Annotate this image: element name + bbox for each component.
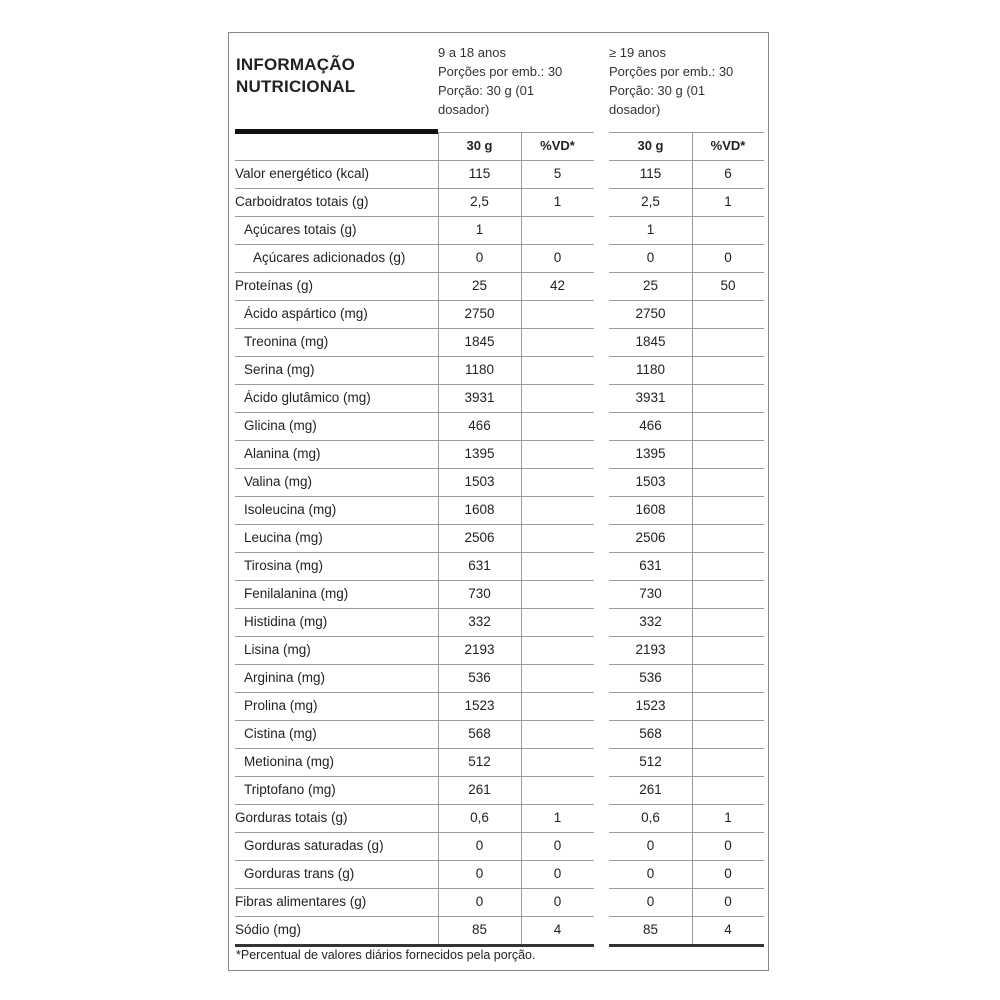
nutrient-label: Açúcares adicionados (g) (253, 250, 406, 265)
vd-cell-2 (692, 664, 764, 692)
nutrient-label: Gorduras saturadas (g) (244, 838, 384, 853)
vd-cell-1 (521, 720, 594, 748)
row-divider (609, 776, 764, 777)
amount-cell-2: 25 (642, 278, 659, 293)
amount-cell-2: 568 (639, 726, 662, 741)
table-row (229, 300, 770, 328)
label-title (236, 54, 355, 98)
row-divider (235, 524, 594, 525)
nutrient-label: Ácido glutâmico (mg) (244, 390, 371, 405)
vd-cell-2 (692, 216, 764, 244)
row-divider (609, 524, 764, 525)
vd-cell-1 (521, 636, 594, 664)
amount-cell-1: 1845 (464, 334, 495, 349)
amount-cell-1: 25 (471, 278, 488, 293)
amount-cell-1: 512 (468, 754, 491, 769)
amount-cell-1: 115 (468, 166, 491, 181)
row-divider (235, 608, 594, 609)
column-divider (521, 132, 522, 944)
vd-cell-1: 1 (553, 194, 562, 209)
vd-cell-2 (692, 468, 764, 496)
vd-cell-1: 0 (553, 894, 562, 909)
vd-cell-2: 1 (724, 194, 732, 209)
amount-cell-2: 536 (639, 670, 662, 685)
nutrient-label: Tirosina (mg) (244, 558, 324, 573)
vd-cell-1 (521, 524, 594, 552)
vd-cell-2 (692, 692, 764, 720)
row-divider (235, 356, 594, 357)
amount-cell-2: 2750 (635, 306, 666, 321)
vd-cell-2 (692, 636, 764, 664)
row-divider (609, 832, 764, 833)
row-divider (235, 160, 594, 161)
vd-cell-2 (692, 440, 764, 468)
group-portion: Porção: 30 g (01 (609, 83, 706, 98)
amount-cell-2: 466 (639, 418, 662, 433)
row-divider (235, 300, 594, 301)
group-age: ≥ 19 anos (609, 45, 667, 60)
table-row (229, 748, 770, 776)
nutrient-label: Valina (mg) (244, 474, 313, 489)
row-divider (235, 552, 594, 553)
row-divider (609, 916, 764, 917)
group-portion: Porção: 30 g (01 (438, 83, 535, 98)
row-divider (235, 860, 594, 861)
amount-cell-2: 1503 (635, 474, 666, 489)
amount-cell-2: 0 (646, 250, 655, 265)
amount-cell-1: 1180 (464, 362, 495, 377)
row-divider (235, 692, 594, 693)
group-header-19-plus (609, 43, 733, 119)
vd-cell-1: 0 (553, 838, 562, 853)
amount-cell-1: 1395 (464, 446, 495, 461)
amount-cell-1: 0,6 (470, 810, 489, 825)
table-bottom-rule (609, 944, 764, 947)
row-divider (235, 384, 594, 385)
amount-cell-1: 2,5 (470, 194, 489, 209)
vd-cell-2 (692, 328, 764, 356)
amount-cell-1: 2506 (464, 530, 495, 545)
nutrient-label: Alanina (mg) (244, 446, 321, 461)
row-divider (235, 804, 594, 805)
vd-cell-2: 0 (724, 894, 732, 909)
table-row (229, 468, 770, 496)
vd-cell-2 (692, 552, 764, 580)
row-divider (235, 412, 594, 413)
table-bottom-rule (235, 944, 594, 947)
amount-cell-2: 631 (639, 558, 662, 573)
row-divider (235, 832, 594, 833)
amount-cell-2: 1 (646, 222, 655, 237)
amount-cell-2: 1608 (635, 502, 666, 517)
footnote: *Percentual de valores diários fornecidos pela porção. (236, 948, 536, 962)
vd-cell-1 (521, 776, 594, 804)
group-portion-cont: dosador) (609, 102, 661, 117)
table-row (229, 160, 770, 188)
vd-cell-2 (692, 608, 764, 636)
vd-cell-2: 0 (724, 866, 732, 881)
table-row (229, 860, 770, 888)
amount-cell-1: 2193 (464, 642, 495, 657)
row-divider (609, 300, 764, 301)
row-divider (235, 272, 594, 273)
vd-cell-1 (521, 552, 594, 580)
row-divider (235, 720, 594, 721)
row-divider (609, 496, 764, 497)
row-divider (609, 412, 764, 413)
row-divider (235, 440, 594, 441)
amount-cell-2: 2,5 (641, 194, 660, 209)
amount-cell-1: 0 (475, 838, 484, 853)
amount-cell-2: 0 (646, 866, 655, 881)
nutrient-label: Fibras alimentares (g) (235, 894, 367, 909)
row-divider (609, 216, 764, 217)
row-divider (235, 496, 594, 497)
nutrient-label: Carboidratos totais (g) (235, 194, 369, 209)
group-servings: Porções por emb.: 30 (438, 64, 563, 79)
table-row (229, 916, 770, 944)
row-divider (609, 888, 764, 889)
title-line-2: NUTRICIONAL (236, 77, 356, 96)
group-portion-cont: dosador) (438, 102, 490, 117)
vd-cell-1 (521, 440, 594, 468)
amount-cell-2: 261 (639, 782, 662, 797)
amount-cell-1: 536 (468, 670, 491, 685)
amount-cell-1: 631 (468, 558, 491, 573)
row-divider (609, 636, 764, 637)
nutrient-label: Prolina (mg) (244, 698, 318, 713)
row-divider (235, 916, 594, 917)
nutrient-label: Ácido aspártico (mg) (244, 306, 368, 321)
vd-cell-2 (692, 580, 764, 608)
row-divider (235, 216, 594, 217)
col-header-vd-1: %VD* (540, 138, 575, 153)
amount-cell-2: 1523 (635, 698, 666, 713)
amount-cell-2: 0 (646, 838, 655, 853)
nutrient-label: Lisina (mg) (244, 642, 311, 657)
row-divider (609, 720, 764, 721)
amount-cell-1: 3931 (464, 390, 495, 405)
vd-cell-2 (692, 776, 764, 804)
row-divider (609, 384, 764, 385)
vd-cell-1 (521, 328, 594, 356)
amount-cell-2: 0 (646, 894, 655, 909)
vd-cell-2 (692, 300, 764, 328)
amount-cell-2: 85 (642, 922, 659, 937)
group-header-9-18 (438, 43, 562, 119)
amount-cell-1: 1 (475, 222, 484, 237)
vd-cell-1 (521, 692, 594, 720)
amount-cell-2: 0,6 (641, 810, 660, 825)
vd-cell-1: 0 (553, 250, 562, 265)
amount-cell-2: 332 (639, 614, 662, 629)
amount-cell-2: 1395 (635, 446, 666, 461)
table-row (229, 552, 770, 580)
nutrient-label: Treonina (mg) (244, 334, 329, 349)
amount-cell-1: 730 (468, 586, 491, 601)
amount-cell-1: 2750 (464, 306, 495, 321)
table-row (229, 580, 770, 608)
title-rule (235, 129, 438, 134)
table-row (229, 832, 770, 860)
column-divider (438, 132, 439, 944)
row-divider (235, 888, 594, 889)
vd-cell-1 (521, 608, 594, 636)
table-row (229, 524, 770, 552)
row-divider (235, 580, 594, 581)
row-divider (609, 244, 764, 245)
row-divider (235, 244, 594, 245)
amount-cell-1: 466 (468, 418, 491, 433)
table-row (229, 216, 770, 244)
vd-cell-1 (521, 300, 594, 328)
vd-cell-1: 5 (553, 166, 562, 181)
table-row (229, 776, 770, 804)
amount-cell-1: 568 (468, 726, 491, 741)
nutrient-label: Proteínas (g) (235, 278, 314, 293)
nutrient-label: Leucina (mg) (244, 530, 323, 545)
amount-cell-2: 115 (639, 166, 662, 181)
row-divider (609, 328, 764, 329)
table-row (229, 328, 770, 356)
row-divider (609, 468, 764, 469)
nutrient-label: Isoleucina (mg) (244, 502, 337, 517)
row-divider (609, 748, 764, 749)
nutrition-facts-label (228, 32, 769, 971)
row-divider (235, 188, 594, 189)
vd-cell-2 (692, 356, 764, 384)
table-row (229, 244, 770, 272)
table-row (229, 384, 770, 412)
table-row (229, 720, 770, 748)
table-row (229, 440, 770, 468)
amount-cell-2: 3931 (635, 390, 666, 405)
row-divider (235, 748, 594, 749)
vd-cell-2 (692, 748, 764, 776)
row-divider (235, 468, 594, 469)
table-row (229, 608, 770, 636)
table-row (229, 664, 770, 692)
amount-cell-1: 0 (475, 866, 484, 881)
vd-cell-1: 4 (553, 922, 562, 937)
nutrient-label: Fenilalanina (mg) (244, 586, 349, 601)
table-row (229, 692, 770, 720)
row-divider (609, 440, 764, 441)
vd-cell-1 (521, 664, 594, 692)
vd-cell-1 (521, 580, 594, 608)
group-servings: Porções por emb.: 30 (609, 64, 734, 79)
nutrient-label: Gorduras totais (g) (235, 810, 348, 825)
row-divider (609, 356, 764, 357)
column-divider (692, 132, 693, 944)
row-divider (609, 188, 764, 189)
row-divider (609, 692, 764, 693)
table-row (229, 272, 770, 300)
row-divider (235, 664, 594, 665)
vd-cell-2: 4 (724, 922, 732, 937)
table-row (229, 888, 770, 916)
row-divider (609, 580, 764, 581)
row-divider (235, 636, 594, 637)
vd-cell-1: 42 (549, 278, 566, 293)
col-header-amount-1: 30 g (466, 138, 493, 153)
row-divider (609, 160, 764, 161)
vd-cell-2: 1 (724, 810, 732, 825)
nutrient-label: Açúcares totais (g) (244, 222, 357, 237)
nutrient-label: Triptofano (mg) (244, 782, 336, 797)
amount-cell-2: 1845 (635, 334, 666, 349)
amount-cell-1: 1523 (464, 698, 495, 713)
nutrient-label: Valor energético (kcal) (235, 166, 370, 181)
amount-cell-2: 730 (639, 586, 662, 601)
amount-cell-1: 1503 (464, 474, 495, 489)
row-divider (235, 328, 594, 329)
row-divider (235, 776, 594, 777)
vd-cell-2: 50 (720, 278, 736, 293)
col-header-amount-2: 30 g (637, 138, 664, 153)
row-divider (609, 552, 764, 553)
table-row (229, 804, 770, 832)
vd-cell-2 (692, 412, 764, 440)
table-row (229, 356, 770, 384)
col-header-vd-2: %VD* (710, 138, 746, 153)
amount-cell-1: 85 (471, 922, 488, 937)
vd-cell-1 (521, 468, 594, 496)
vd-cell-1: 1 (553, 810, 562, 825)
table-row (229, 636, 770, 664)
vd-cell-1 (521, 356, 594, 384)
amount-cell-1: 1608 (464, 502, 495, 517)
table-row (229, 412, 770, 440)
vd-cell-2: 6 (724, 166, 732, 181)
row-divider (609, 272, 764, 273)
vd-cell-1 (521, 412, 594, 440)
nutrient-label: Glicina (mg) (244, 418, 317, 433)
vd-cell-1 (521, 216, 594, 244)
vd-cell-1 (521, 496, 594, 524)
table-row (229, 188, 770, 216)
amount-cell-1: 0 (475, 250, 484, 265)
row-divider (609, 860, 764, 861)
vd-cell-2 (692, 384, 764, 412)
vd-cell-1: 0 (553, 866, 562, 881)
amount-cell-2: 512 (639, 754, 662, 769)
group-age: 9 a 18 anos (438, 45, 506, 60)
row-divider (609, 608, 764, 609)
amount-cell-2: 2193 (635, 642, 666, 657)
amount-cell-2: 1180 (635, 362, 666, 377)
vd-cell-2: 0 (724, 838, 732, 853)
nutrient-label: Sódio (mg) (235, 922, 302, 937)
row-divider (438, 132, 594, 133)
vd-cell-2 (692, 720, 764, 748)
row-divider (609, 132, 764, 133)
vd-cell-1 (521, 384, 594, 412)
row-divider (609, 664, 764, 665)
vd-cell-2: 0 (724, 250, 732, 265)
nutrient-label: Metionina (mg) (244, 754, 335, 769)
nutrient-label: Cistina (mg) (244, 726, 317, 741)
title-line-1: INFORMAÇÃO (236, 55, 356, 74)
vd-cell-2 (692, 524, 764, 552)
row-divider (609, 804, 764, 805)
table-row (229, 496, 770, 524)
amount-cell-1: 0 (475, 894, 484, 909)
nutrient-label: Histidina (mg) (244, 614, 328, 629)
nutrient-label: Gorduras trans (g) (244, 866, 355, 881)
amount-cell-1: 261 (468, 782, 491, 797)
nutrient-label: Arginina (mg) (244, 670, 326, 685)
amount-cell-1: 332 (468, 614, 491, 629)
amount-cell-2: 2506 (635, 530, 666, 545)
nutrient-label: Serina (mg) (244, 362, 315, 377)
vd-cell-2 (692, 496, 764, 524)
vd-cell-1 (521, 748, 594, 776)
